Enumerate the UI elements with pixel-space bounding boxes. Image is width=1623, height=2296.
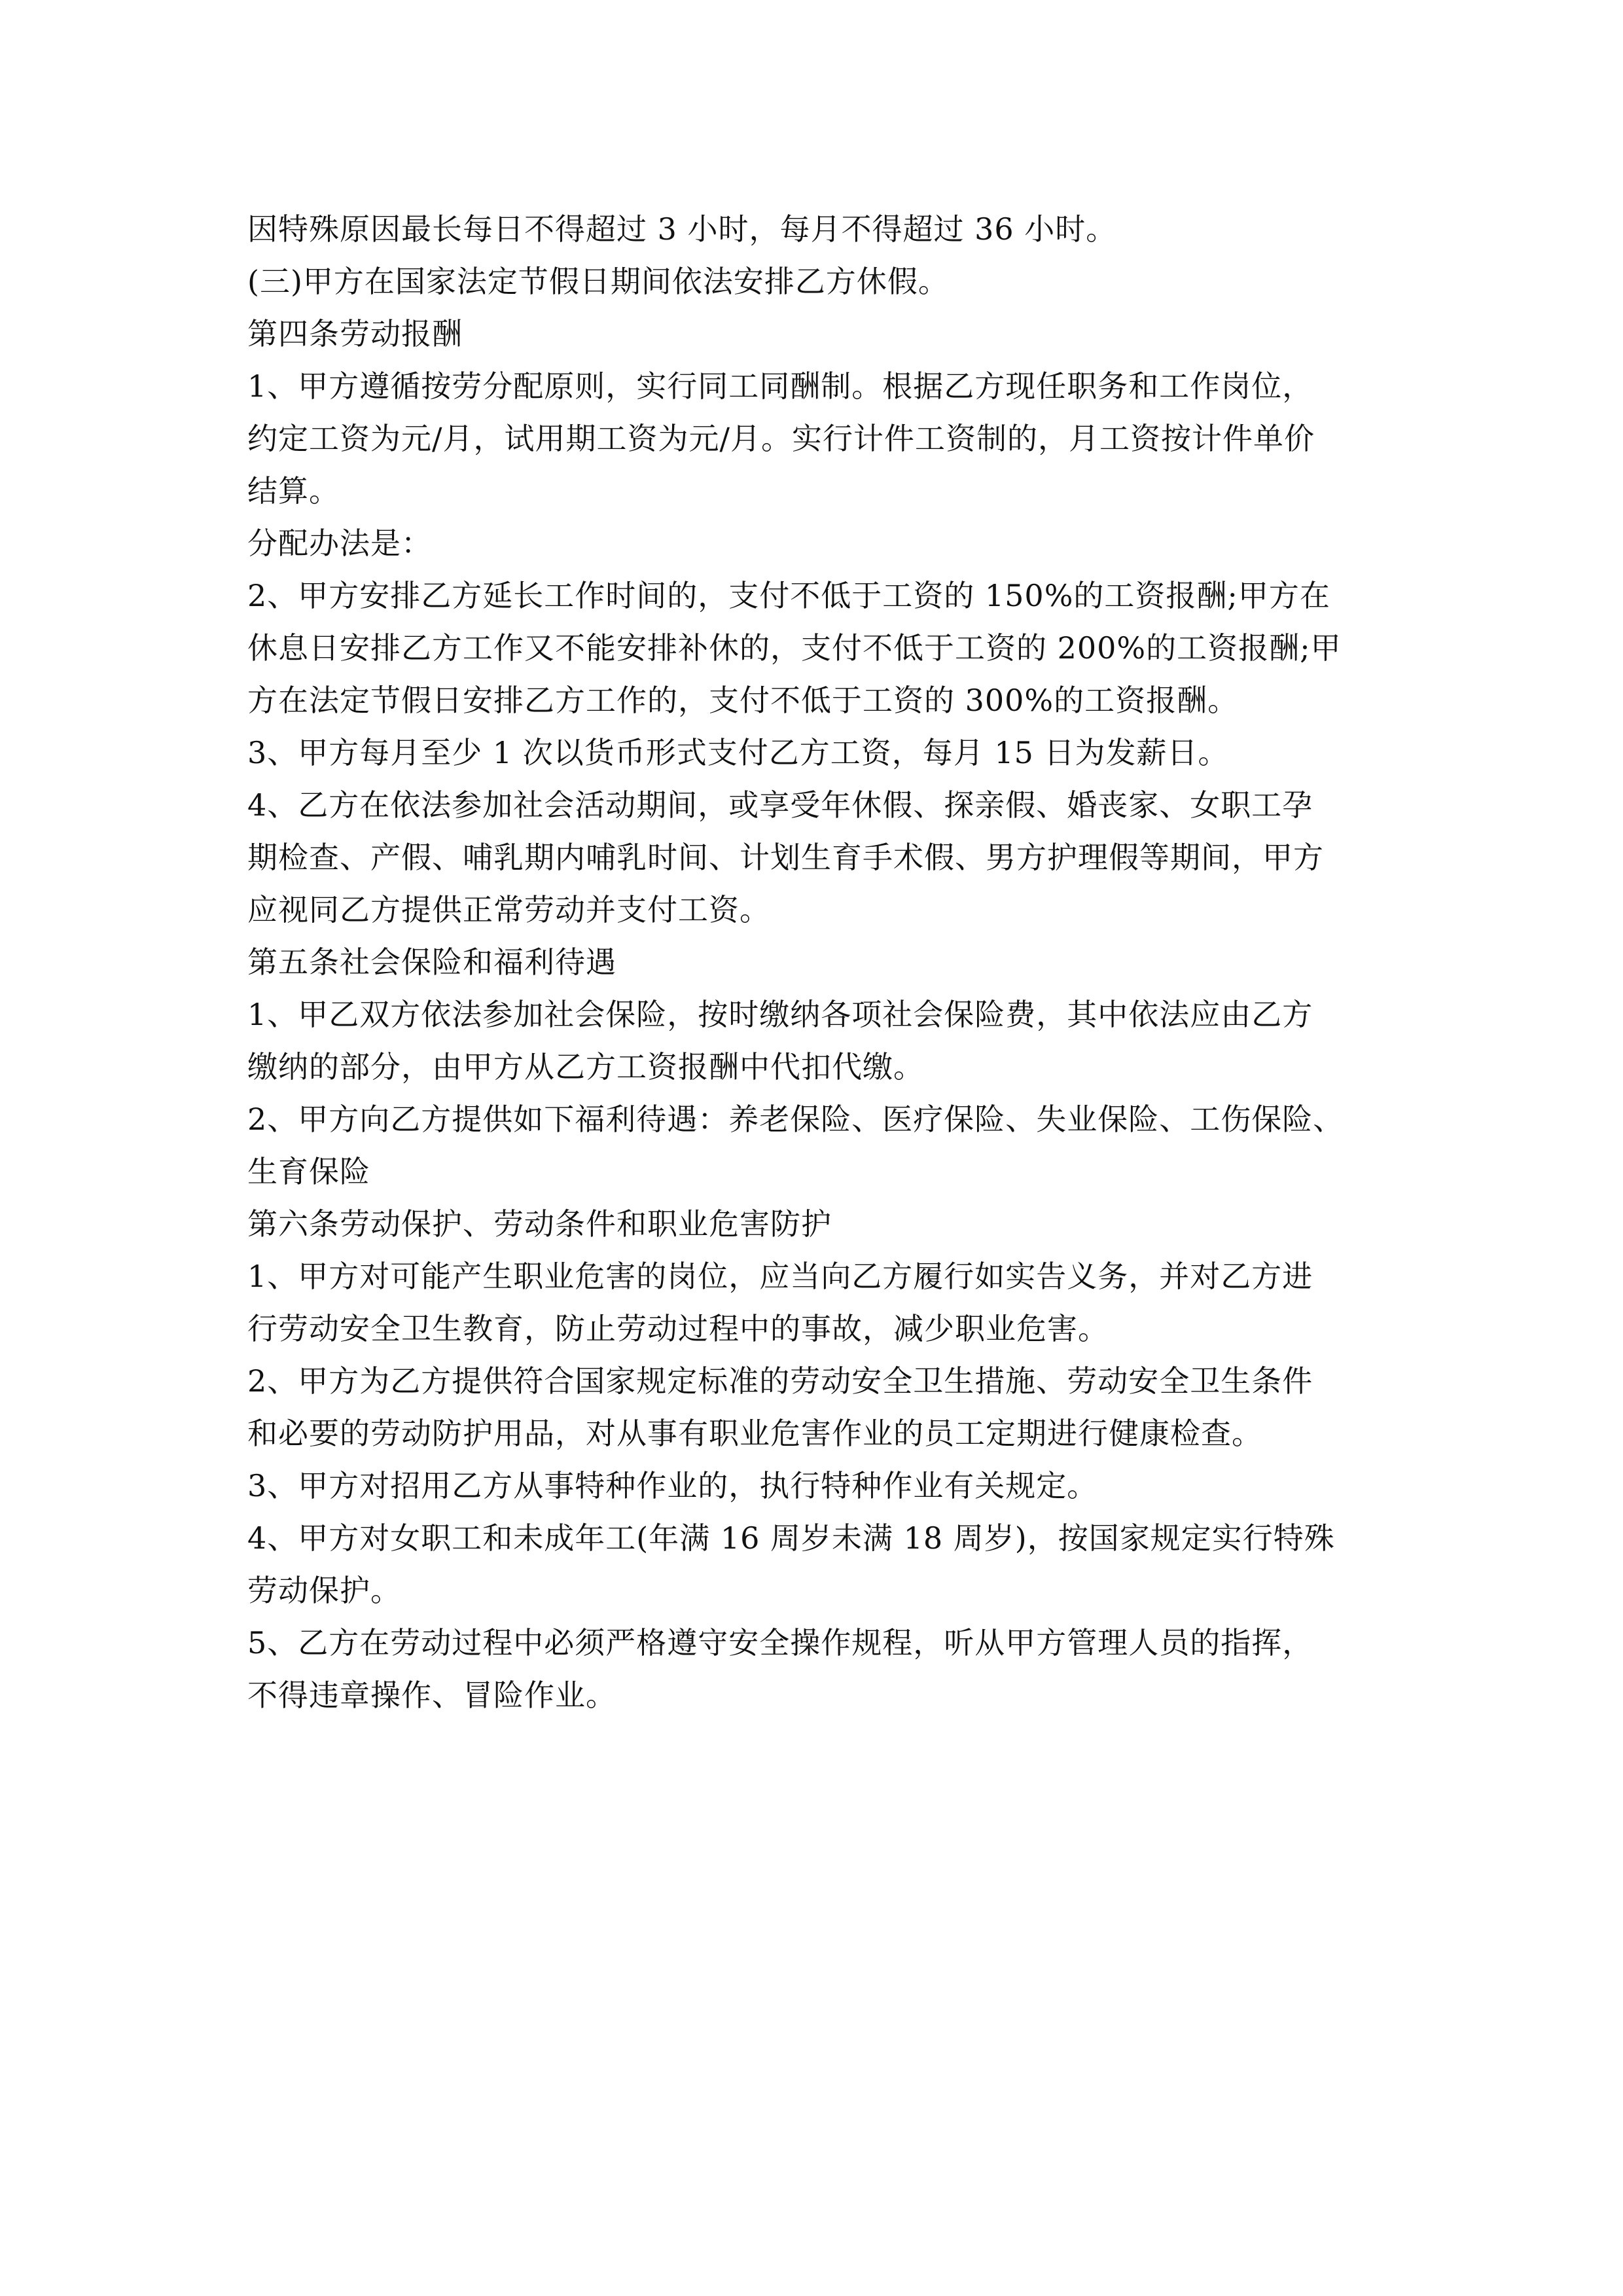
section-heading: 第六条劳动保护、劳动条件和职业危害防护 xyxy=(247,1206,832,1242)
text-line: 期检查、产假、哺乳期内哺乳时间、计划生育手术假、男方护理假等期间，甲方 xyxy=(247,840,1324,875)
text-line: 分配办法是： xyxy=(247,526,432,561)
document-body xyxy=(247,203,1406,1721)
text-line: (三)甲方在国家法定节假日期间依法安排乙方休假。 xyxy=(247,264,949,299)
text-line: 应视同乙方提供正常劳动并支付工资。 xyxy=(247,892,770,927)
text-line: 1、甲方对可能产生职业危害的岗位，应当向乙方履行如实告义务，并对乙方进 xyxy=(247,1259,1313,1294)
section-heading: 第四条劳动报酬 xyxy=(247,316,463,351)
text-line: 生育保险 xyxy=(247,1154,370,1189)
text-line: 结算。 xyxy=(247,473,340,509)
text-line: 2、甲方向乙方提供如下福利待遇：养老保险、医疗保险、失业保险、工伤保险、 xyxy=(247,1102,1344,1137)
text-line: 1、甲方遵循按劳分配原则，实行同工同酬制。根据乙方现任职务和工作岗位， xyxy=(247,368,1313,404)
text-line: 3、甲方每月至少 1 次以货币形式支付乙方工资，每月 15 日为发薪日。 xyxy=(247,735,1229,770)
text-line: 休息日安排乙方工作又不能安排补休的，支付不低于工资的 200%的工资报酬;甲 xyxy=(247,630,1342,666)
text-line: 行劳动安全卫生教育，防止劳动过程中的事故，减少职业危害。 xyxy=(247,1311,1109,1346)
text-line: 3、甲方对招用乙方从事特种作业的，执行特种作业有关规定。 xyxy=(247,1468,1098,1503)
text-line: 约定工资为元/月，试用期工资为元/月。实行计件工资制的，月工资按计件单价 xyxy=(247,421,1315,456)
text-line: 方在法定节假日安排乙方工作的，支付不低于工资的 300%的工资报酬。 xyxy=(247,683,1239,718)
text-line: 1、甲乙双方依法参加社会保险，按时缴纳各项社会保险费，其中依法应由乙方 xyxy=(247,997,1313,1032)
text-line: 和必要的劳动防护用品，对从事有职业危害作业的员工定期进行健康检查。 xyxy=(247,1416,1262,1451)
text-line: 5、乙方在劳动过程中必须严格遵守安全操作规程，听从甲方管理人员的指挥， xyxy=(247,1625,1313,1660)
text-line: 4、乙方在依法参加社会活动期间，或享受年休假、探亲假、婚丧家、女职工孕 xyxy=(247,787,1313,823)
text-line: 2、甲方安排乙方延长工作时间的，支付不低于工资的 150%的工资报酬;甲方在 xyxy=(247,578,1330,613)
text-line: 劳动保护。 xyxy=(247,1573,401,1608)
text-line: 因特殊原因最长每日不得超过 3 小时，每月不得超过 36 小时。 xyxy=(247,211,1117,247)
text-line: 缴纳的部分，由甲方从乙方工资报酬中代扣代缴。 xyxy=(247,1049,924,1085)
text-line: 不得违章操作、冒险作业。 xyxy=(247,1677,616,1713)
text-line: 2、甲方为乙方提供符合国家规定标准的劳动安全卫生措施、劳动安全卫生条件 xyxy=(247,1363,1313,1399)
section-heading: 第五条社会保险和福利待遇 xyxy=(247,944,616,980)
text-line: 4、甲方对女职工和未成年工(年满 16 周岁未满 18 周岁)，按国家规定实行特殊 xyxy=(247,1520,1335,1556)
